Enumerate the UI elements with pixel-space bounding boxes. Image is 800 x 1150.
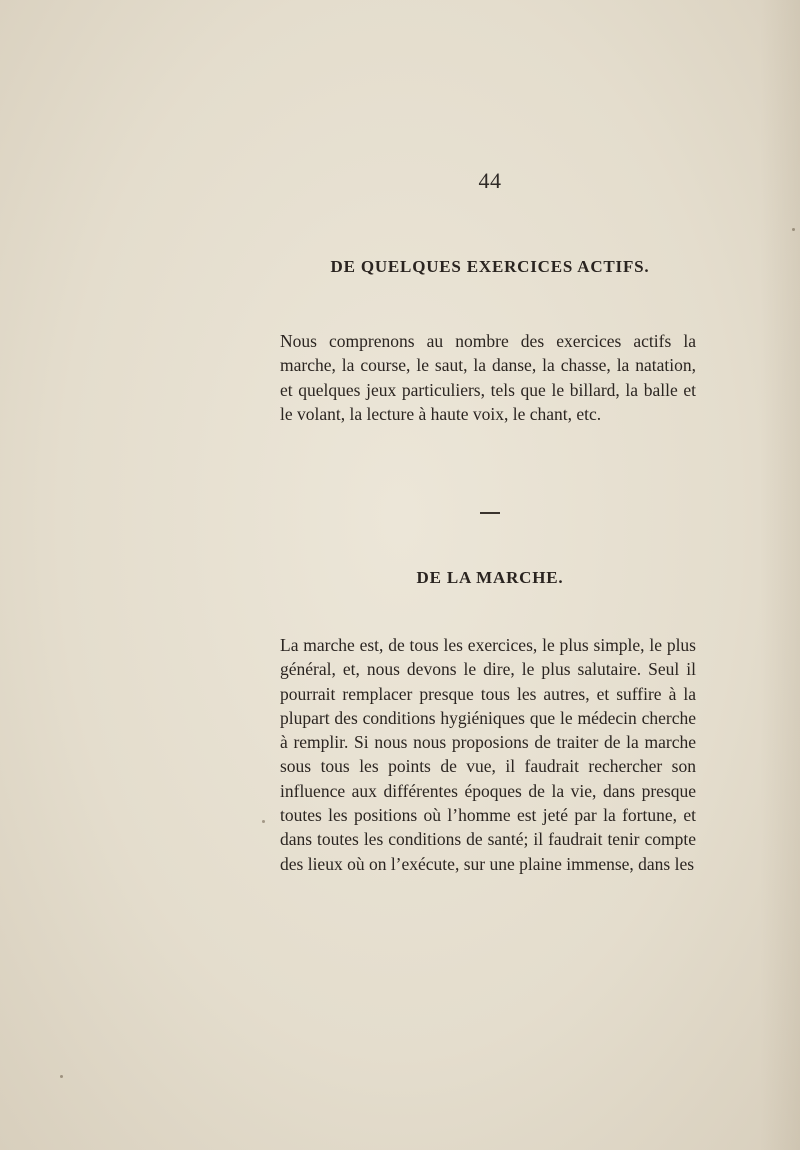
paper-speck — [60, 1075, 63, 1078]
paper-speck — [792, 228, 795, 231]
paper-speck — [262, 820, 265, 823]
paragraph-marche: La marche est, de tous les exercices, le plus simple, le plus général, et, nous devons le dire, le plus salutaire. Seul il pourrait remplacer presque tous les autres, et suffire à la plupart des conditions hygiéniques que le médecin cherche à remplir. Si nous nous proposions de traiter de la marche sous tous les points de vue, il faudrait rechercher son influence aux différentes époques de la vie, dans presque toutes les positions où l’homme est jeté par la fortune, et dans toutes les conditions de santé; il faudrait tenir compte des lieux où on l’exécute, sur une plaine immense, dans les — [280, 635, 696, 874]
section-separator-rule — [480, 512, 500, 514]
page-number: 44 — [478, 168, 502, 193]
paragraph-exercices-actifs: Nous comprenons au nombre des exercices actifs la marche, la course, le saut, la danse, la chasse, la natation, et quelques jeux particuliers, tels que le billard, la balle et le volant, la lecture à haute voix, le chant, etc. — [280, 331, 696, 424]
section-heading-marche: DE LA MARCHE. — [416, 568, 564, 587]
section-heading-exercices-actifs: DE QUELQUES EXERCICES ACTIFS. — [330, 257, 650, 276]
